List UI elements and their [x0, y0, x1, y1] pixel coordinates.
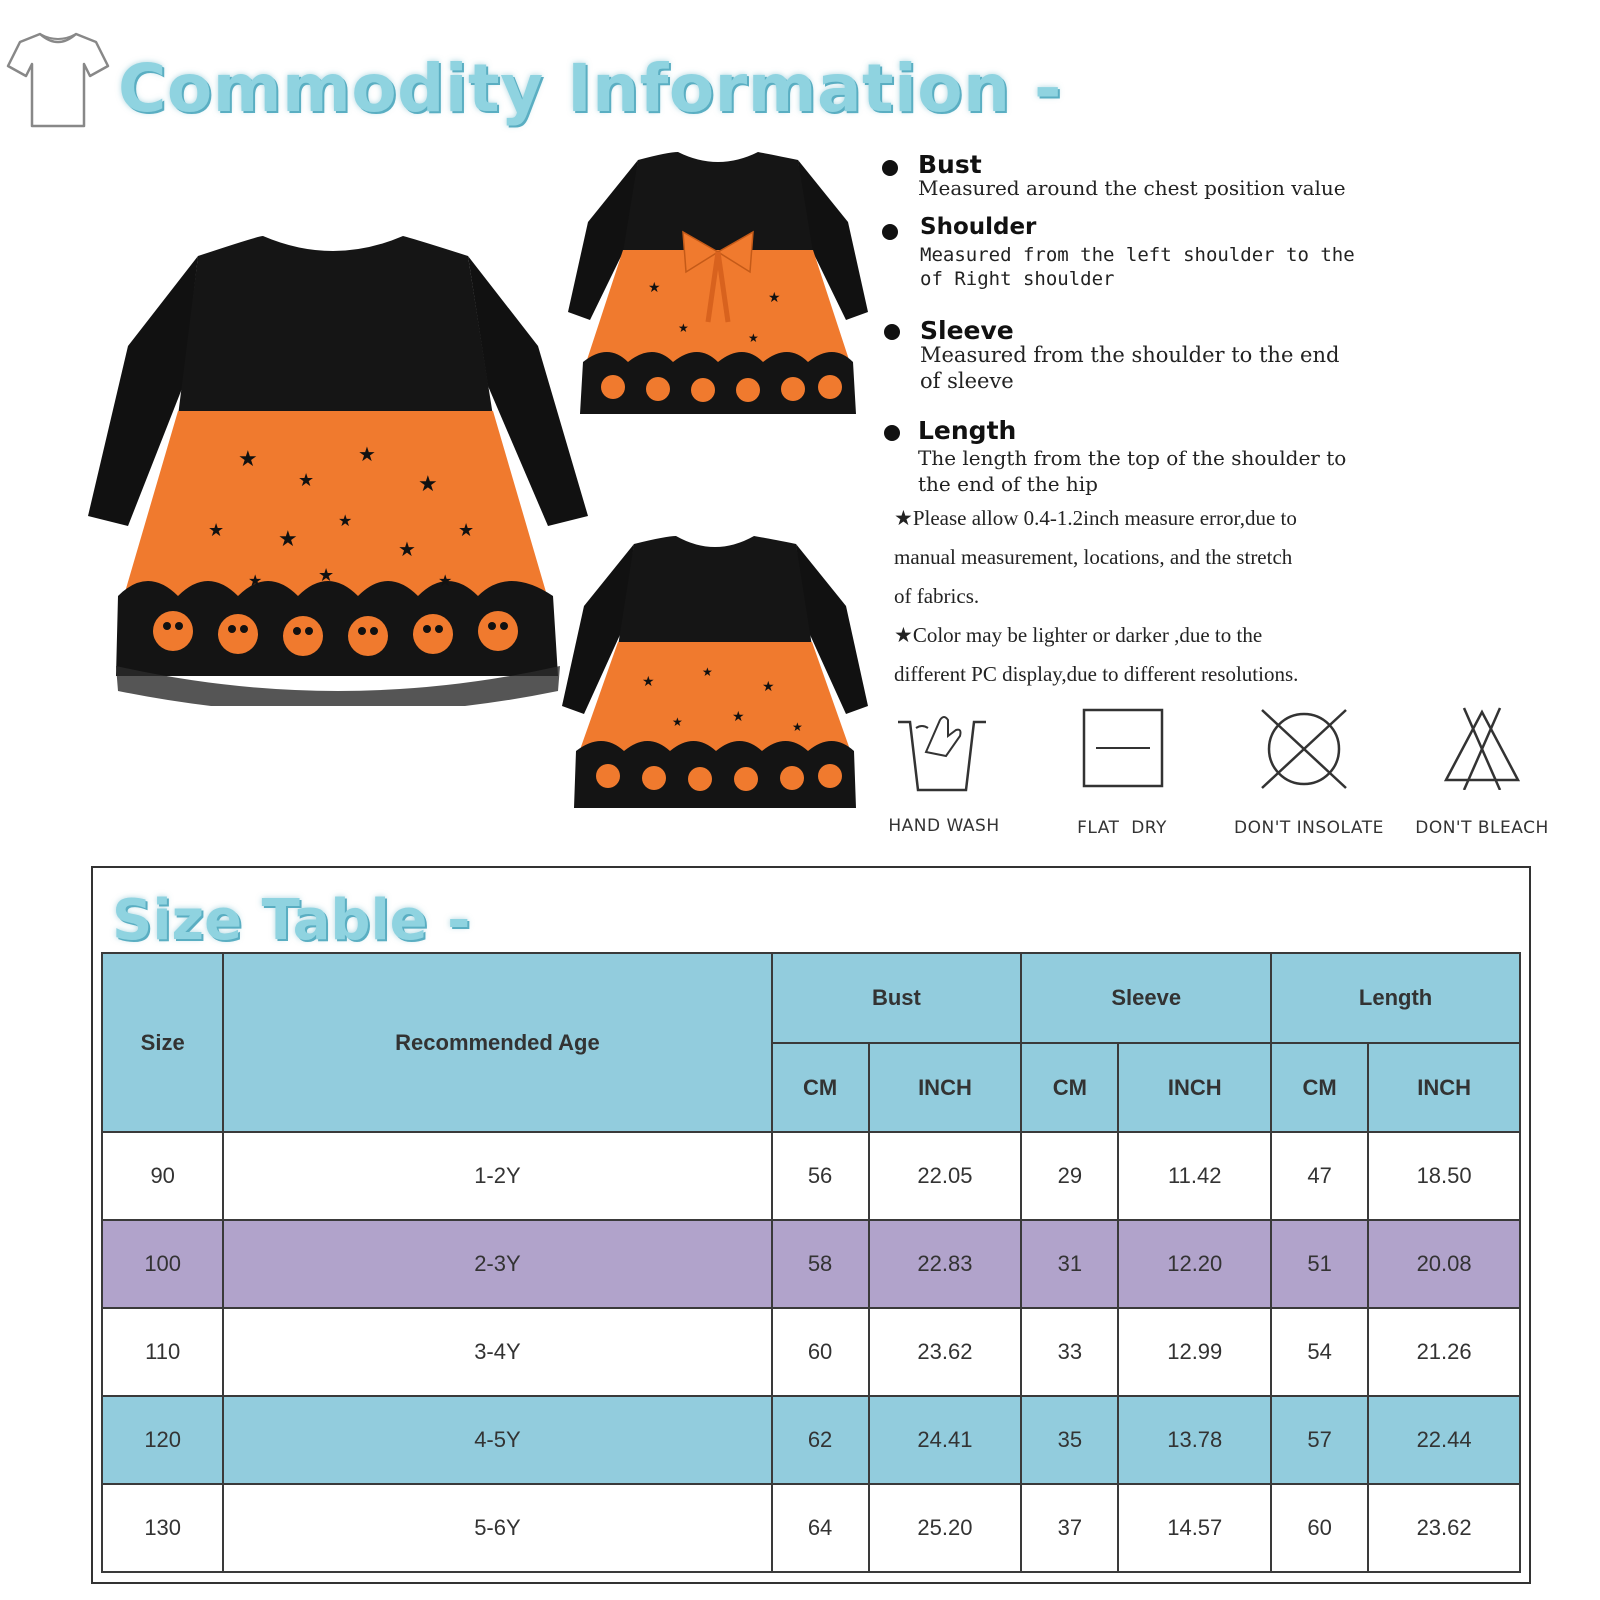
cell-bust-inch: 25.20 [869, 1484, 1022, 1572]
cell-bust-cm: 64 [772, 1484, 869, 1572]
header-sleeve: Sleeve [1021, 953, 1271, 1043]
size-table-title: Size Table - [112, 888, 471, 953]
cell-bust-cm: 58 [772, 1220, 869, 1308]
measure-desc-sleeve-line2: of sleeve [920, 369, 1014, 393]
table-row [102, 1308, 1520, 1396]
cell-length-cm: 54 [1271, 1308, 1368, 1396]
size-table [101, 952, 1521, 1573]
header-bust-cm: CM [772, 1043, 869, 1132]
svg-text:★: ★ [238, 446, 258, 471]
cell-sleeve-cm: 35 [1021, 1396, 1118, 1484]
dress-image-front [562, 536, 868, 816]
note-line-2: manual measurement, locations, and the stretch [894, 545, 1293, 569]
svg-text:★: ★ [338, 513, 353, 530]
cell-length-inch: 23.62 [1368, 1484, 1520, 1572]
measure-desc-shoulder-line1: Measured from the left shoulder to the [920, 244, 1355, 266]
svg-text:★: ★ [458, 520, 475, 540]
dont-insolate-icon [1258, 706, 1350, 792]
cell-sleeve-inch: 14.57 [1118, 1484, 1271, 1572]
svg-text:★: ★ [678, 321, 689, 335]
measure-label-shoulder: Shoulder [920, 214, 1037, 240]
note-line-3: of fabrics. [894, 584, 980, 608]
cell-sleeve-inch: 12.20 [1118, 1220, 1271, 1308]
table-row [102, 1484, 1520, 1572]
svg-text:★: ★ [208, 520, 225, 540]
table-row [102, 1220, 1520, 1308]
note-line-5: different PC display,due to different resolutions. [894, 662, 1299, 686]
bullet-icon [884, 425, 900, 441]
svg-text:★: ★ [672, 715, 683, 729]
cell-bust-inch: 23.62 [869, 1308, 1022, 1396]
svg-text:★: ★ [358, 444, 376, 466]
care-label-hand-wash: HAND WASH [888, 816, 1000, 836]
cell-length-inch: 20.08 [1368, 1220, 1520, 1308]
measure-label-length: Length [918, 416, 1017, 445]
cell-size: 110 [102, 1308, 223, 1396]
flat-dry-icon [1082, 708, 1164, 790]
bullet-icon [882, 224, 898, 240]
bullet-icon [882, 160, 898, 176]
page-title: Commodity Information - [118, 50, 1062, 127]
dont-bleach-icon [1442, 706, 1522, 790]
cell-sleeve-inch: 11.42 [1118, 1132, 1271, 1220]
header-size: Size [102, 953, 223, 1132]
measure-desc-length-line2: the end of the hip [918, 472, 1098, 496]
care-label-dont-bleach: DON'T BLEACH [1415, 818, 1549, 838]
cell-bust-cm: 56 [772, 1132, 869, 1220]
cell-age: 2-3Y [223, 1220, 771, 1308]
cell-age: 3-4Y [223, 1308, 771, 1396]
svg-text:★: ★ [748, 331, 759, 345]
measure-label-sleeve: Sleeve [920, 316, 1014, 345]
care-label-flat-dry: FLAT DRY [1077, 818, 1167, 838]
svg-text:★: ★ [418, 471, 438, 496]
bullet-icon [884, 324, 900, 340]
svg-text:★: ★ [398, 539, 416, 561]
cell-sleeve-inch: 12.99 [1118, 1308, 1271, 1396]
dress-image-large [88, 236, 588, 706]
cell-bust-inch: 24.41 [869, 1396, 1022, 1484]
cell-sleeve-cm: 33 [1021, 1308, 1118, 1396]
header-sleeve-inch: INCH [1118, 1043, 1271, 1132]
care-label-dont-insolate: DON'T INSOLATE [1234, 818, 1384, 838]
cell-age: 5-6Y [223, 1484, 771, 1572]
table-row [102, 1132, 1520, 1220]
cell-sleeve-cm: 31 [1021, 1220, 1118, 1308]
cell-length-cm: 51 [1271, 1220, 1368, 1308]
table-row [102, 1396, 1520, 1484]
cell-bust-inch: 22.83 [869, 1220, 1022, 1308]
hand-wash-icon [896, 700, 988, 792]
header-bust: Bust [772, 953, 1022, 1043]
header-sleeve-cm: CM [1021, 1043, 1118, 1132]
cell-size: 120 [102, 1396, 223, 1484]
svg-text:★: ★ [702, 665, 713, 679]
svg-text:★: ★ [298, 470, 315, 490]
dress-image-back [568, 152, 868, 424]
cell-age: 4-5Y [223, 1396, 771, 1484]
cell-sleeve-inch: 13.78 [1118, 1396, 1271, 1484]
header-length-cm: CM [1271, 1043, 1368, 1132]
tshirt-icon [6, 28, 110, 132]
svg-text:★: ★ [762, 678, 775, 694]
svg-text:★: ★ [438, 573, 453, 590]
note-line-4: ★Color may be lighter or darker ,due to the [894, 623, 1263, 647]
cell-age: 1-2Y [223, 1132, 771, 1220]
header-length: Length [1271, 953, 1520, 1043]
header-recommended-age: Recommended Age [223, 953, 771, 1132]
cell-sleeve-cm: 29 [1021, 1132, 1118, 1220]
cell-bust-inch: 22.05 [869, 1132, 1022, 1220]
header-bust-inch: INCH [869, 1043, 1022, 1132]
cell-size: 100 [102, 1220, 223, 1308]
svg-text:★: ★ [642, 673, 655, 689]
svg-text:★: ★ [248, 573, 263, 590]
cell-sleeve-cm: 37 [1021, 1484, 1118, 1572]
header-length-inch: INCH [1368, 1043, 1520, 1132]
cell-length-inch: 21.26 [1368, 1308, 1520, 1396]
cell-bust-cm: 60 [772, 1308, 869, 1396]
cell-length-cm: 57 [1271, 1396, 1368, 1484]
measure-desc-shoulder-line2: of Right shoulder [920, 268, 1115, 290]
svg-text:★: ★ [278, 526, 298, 551]
measure-desc-length-line1: The length from the top of the shoulder to [918, 446, 1347, 470]
cell-size: 90 [102, 1132, 223, 1220]
measure-desc-sleeve-line1: Measured from the shoulder to the end [920, 343, 1340, 367]
measure-desc-bust: Measured around the chest position value [918, 176, 1346, 200]
cell-length-inch: 22.44 [1368, 1396, 1520, 1484]
cell-bust-cm: 62 [772, 1396, 869, 1484]
svg-text:★: ★ [792, 720, 803, 734]
svg-text:★: ★ [768, 289, 781, 305]
cell-length-cm: 60 [1271, 1484, 1368, 1572]
svg-text:★: ★ [648, 279, 661, 295]
cell-length-cm: 47 [1271, 1132, 1368, 1220]
cell-size: 130 [102, 1484, 223, 1572]
svg-text:★: ★ [732, 708, 745, 724]
svg-text:★: ★ [318, 565, 335, 585]
note-line-1: ★Please allow 0.4-1.2inch measure error,due to [894, 506, 1297, 530]
cell-length-inch: 18.50 [1368, 1132, 1520, 1220]
measure-label-bust: Bust [918, 150, 982, 179]
